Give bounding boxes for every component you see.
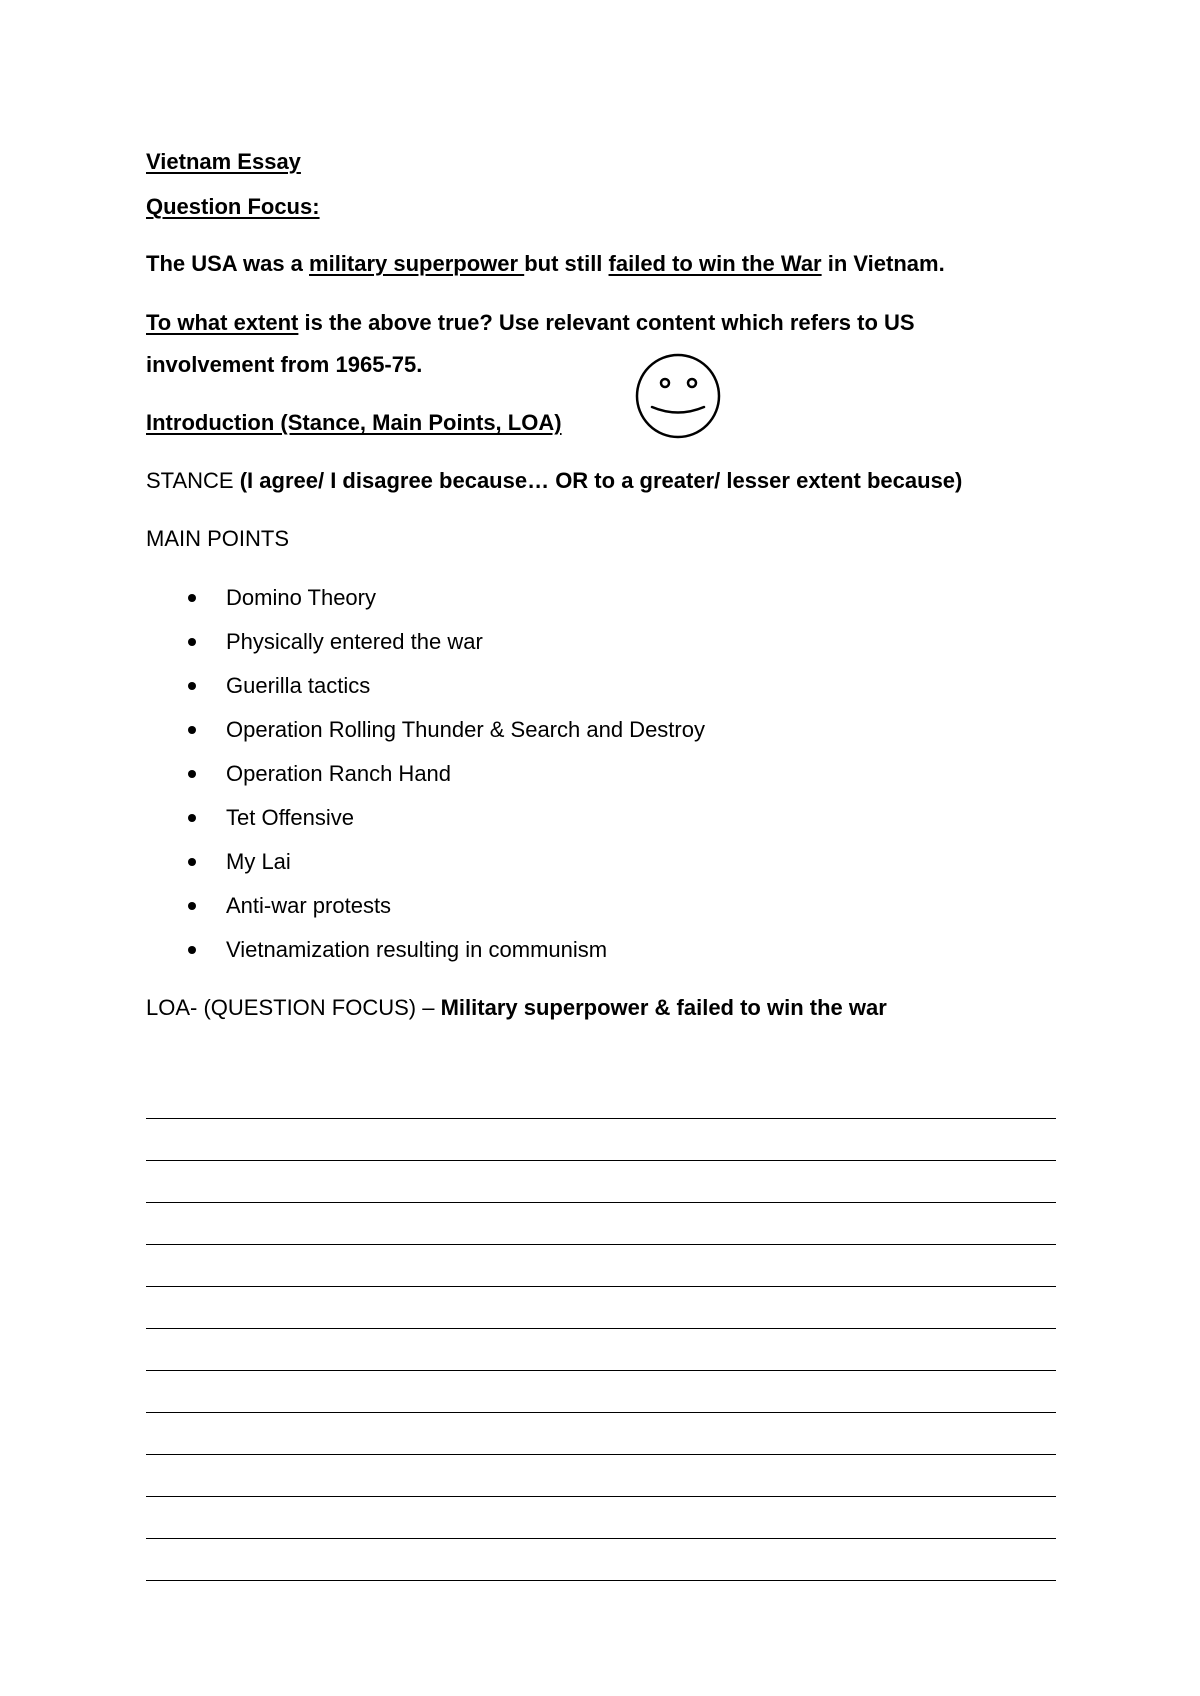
writing-line[interactable]: [146, 1245, 1056, 1287]
introduction-heading: Introduction (Stance, Main Points, LOA): [146, 410, 562, 435]
bullet-icon: [188, 726, 196, 734]
bullet-icon: [188, 594, 196, 602]
list-item-text: Guerilla tactics: [226, 673, 371, 698]
list-item-text: Vietnamization resulting in communism: [226, 937, 608, 962]
list-item: [146, 761, 705, 805]
stance-text: (I agree/ I disagree because… OR to a greater/ lesser extent because): [233, 468, 963, 493]
stance-line: [146, 468, 962, 494]
question-emphasis-superpower: military superpower: [309, 251, 525, 276]
essay-question: [146, 251, 945, 277]
extent-question-line-2: involvement from 1965-75.: [146, 352, 423, 377]
bullet-icon: [188, 638, 196, 646]
writing-line[interactable]: [146, 1413, 1056, 1455]
writing-line[interactable]: [146, 1329, 1056, 1371]
writing-line[interactable]: [146, 1455, 1056, 1497]
question-part-3: but still: [524, 251, 609, 276]
stance-label: STANCE: [146, 468, 234, 493]
loa-text: Military superpower & failed to win the war: [440, 995, 887, 1020]
writing-line[interactable]: [146, 1371, 1056, 1413]
smiley-face-icon: [632, 350, 724, 442]
list-item-text: Domino Theory: [226, 585, 376, 610]
writing-line[interactable]: [146, 1497, 1056, 1539]
loa-line: [146, 995, 887, 1021]
bullet-icon: [188, 682, 196, 690]
extent-question-line-1: [146, 310, 915, 336]
list-item: [146, 629, 705, 673]
question-focus-heading: Question Focus:: [146, 194, 320, 219]
bullet-icon: [188, 902, 196, 910]
extent-text: is the above true? Use relevant content which refers to US: [298, 310, 915, 335]
list-item-text: Physically entered the war: [226, 629, 483, 654]
bullet-icon: [188, 858, 196, 866]
bullet-icon: [188, 946, 196, 954]
question-part-1: The USA was a: [146, 251, 310, 276]
list-item-text: Anti-war protests: [226, 893, 392, 918]
extent-emphasis: To what extent: [146, 310, 299, 335]
main-points-list: [146, 585, 705, 981]
list-item: [146, 805, 705, 849]
list-item: [146, 673, 705, 717]
list-item-text: Operation Rolling Thunder & Search and Destroy: [226, 717, 705, 742]
writing-line[interactable]: [146, 1287, 1056, 1329]
writing-line[interactable]: [146, 1203, 1056, 1245]
loa-label: LOA- (QUESTION FOCUS) –: [146, 995, 441, 1020]
list-item-text: Tet Offensive: [226, 805, 354, 830]
writing-line[interactable]: [146, 1539, 1056, 1581]
writing-line[interactable]: [146, 1161, 1056, 1203]
bullet-icon: [188, 770, 196, 778]
document-title: Vietnam Essay: [146, 149, 301, 174]
writing-lines: [146, 1077, 1056, 1581]
list-item-text: Operation Ranch Hand: [226, 761, 452, 786]
list-item: [146, 849, 705, 893]
list-item-text: My Lai: [226, 849, 291, 874]
writing-line[interactable]: [146, 1119, 1056, 1161]
list-item: [146, 585, 705, 629]
bullet-icon: [188, 814, 196, 822]
writing-line[interactable]: [146, 1077, 1056, 1119]
question-emphasis-failed: failed to win the War: [608, 251, 822, 276]
list-item: [146, 893, 705, 937]
list-item: [146, 937, 705, 981]
main-points-heading: MAIN POINTS: [146, 526, 290, 551]
list-item: [146, 717, 705, 761]
question-part-5: in Vietnam.: [821, 251, 945, 276]
